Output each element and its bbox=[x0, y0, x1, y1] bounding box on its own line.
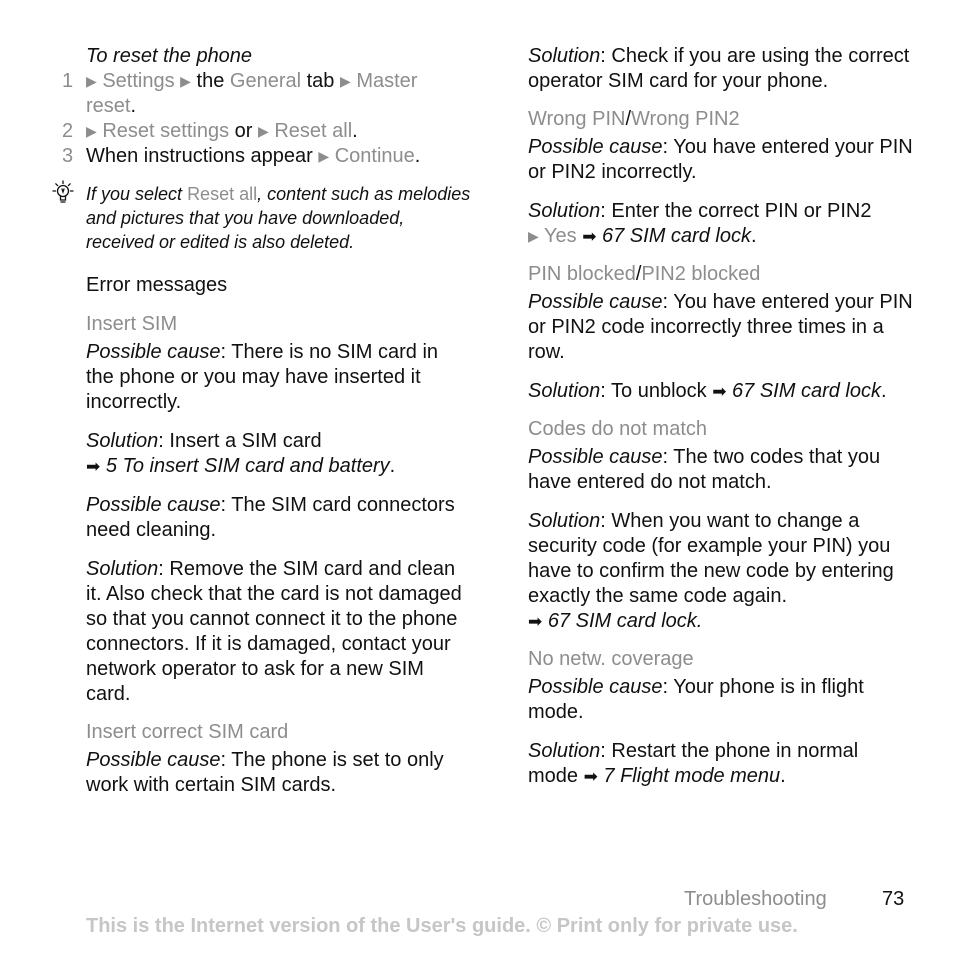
possible-cause: Possible cause: You have entered your PIN or PIN2 code incorrectly three times in a row. bbox=[528, 291, 913, 363]
footer-disclaimer: This is the Internet version of the User's guide. © Print only for private use. bbox=[86, 915, 798, 937]
pointing-hand-icon: ➡ bbox=[583, 767, 598, 786]
arrow-right-icon: ▶ bbox=[86, 73, 97, 89]
pointing-hand-icon: ➡ bbox=[86, 457, 101, 476]
pointing-hand-icon: ➡ bbox=[712, 382, 727, 401]
cross-reference-link[interactable]: 67 SIM card lock bbox=[602, 225, 751, 247]
possible-cause: Possible cause: You have entered your PIN or PIN2 incorrectly. bbox=[528, 136, 913, 183]
step-1: 1 ▶ Settings ▶ the General tab ▶ Master reset. bbox=[62, 70, 418, 117]
right-column bbox=[528, 44, 913, 789]
step-2: 2 ▶ Reset settings or ▶ Reset all. bbox=[62, 120, 358, 142]
solution: Solution: Insert a SIM card ➡ 5 To insert SIM card and battery. bbox=[86, 430, 396, 477]
left-column bbox=[62, 44, 471, 798]
tip-note: If you select Reset all, content such as melodies and pictures that you have downloaded, received or edited is also deleted. bbox=[86, 182, 471, 254]
arrow-right-icon: ▶ bbox=[318, 148, 330, 164]
menu-link-reset-all[interactable]: Reset all bbox=[274, 120, 353, 142]
cross-reference-link[interactable]: 7 Flight mode menu bbox=[603, 765, 781, 787]
menu-link-general[interactable]: General bbox=[229, 70, 302, 92]
error-heading-wrong-pin: Wrong PIN/Wrong PIN2 bbox=[528, 108, 740, 130]
reset-title: To reset the phone bbox=[86, 45, 253, 67]
footer-section-title: Troubleshooting bbox=[684, 888, 827, 910]
solution: Solution: Remove the SIM card and clean it. Also check that the card is not damaged so that you cannot connect it to the phone connectors. If it is damaged, contact your network operator to ask for a new SIM card. bbox=[86, 558, 462, 705]
possible-cause: Possible cause: The two codes that you have entered do not match. bbox=[528, 446, 881, 493]
solution: Solution: Enter the correct PIN or PIN2 ▶ Yes ➡ 67 SIM card lock. bbox=[528, 200, 872, 247]
step-3: 3 When instructions appear ▶ Continue. bbox=[62, 145, 421, 167]
solution: Solution: Check if you are using the correct operator SIM card for your phone. bbox=[528, 45, 910, 92]
pointing-hand-icon: ➡ bbox=[528, 612, 543, 631]
arrow-right-icon: ▶ bbox=[180, 73, 191, 89]
menu-link-settings[interactable]: Settings bbox=[102, 70, 175, 92]
menu-link-master-reset[interactable]: Master reset bbox=[86, 70, 418, 117]
possible-cause: Possible cause: Your phone is in flight mode. bbox=[528, 676, 864, 723]
menu-link-reset-all[interactable]: Reset all bbox=[187, 184, 258, 204]
error-heading-no-network-coverage: No netw. coverage bbox=[528, 648, 694, 670]
error-heading-codes-do-not-match: Codes do not match bbox=[528, 418, 707, 440]
arrow-right-icon: ▶ bbox=[339, 73, 351, 89]
section-heading-error-messages: Error messages bbox=[86, 274, 228, 296]
possible-cause: Possible cause: The phone is set to only work with certain SIM cards. bbox=[86, 749, 444, 796]
possible-cause: Possible cause: The SIM card connectors need cleaning. bbox=[86, 494, 455, 541]
page-number: 73 bbox=[882, 888, 905, 910]
arrow-right-icon: ▶ bbox=[528, 228, 539, 244]
arrow-right-icon: ▶ bbox=[258, 123, 269, 139]
step-number: 3 bbox=[62, 145, 74, 167]
solution: Solution: Restart the phone in normal mode ➡ 7 Flight mode menu. bbox=[528, 740, 859, 787]
pointing-hand-icon: ➡ bbox=[582, 227, 597, 246]
step-number: 2 bbox=[62, 120, 74, 142]
step-number: 1 bbox=[62, 70, 74, 92]
cross-reference-link[interactable]: 67 SIM card lock bbox=[732, 380, 881, 402]
error-heading-insert-correct-sim: Insert correct SIM card bbox=[86, 721, 289, 743]
arrow-right-icon: ▶ bbox=[86, 123, 97, 139]
menu-link-reset-settings[interactable]: Reset settings bbox=[102, 120, 230, 142]
menu-link-continue[interactable]: Continue bbox=[334, 145, 415, 167]
possible-cause: Possible cause: There is no SIM card in the phone or you may have inserted it incorrectly. bbox=[86, 341, 439, 413]
solution: Solution: When you want to change a security code (for example your PIN) you have to confirm the new code by entering exactly the same code again. ➡ 67 SIM card lock. bbox=[528, 510, 894, 632]
cross-reference-link[interactable]: 5 To insert SIM card and battery bbox=[105, 455, 390, 477]
cross-reference-link[interactable]: 67 SIM card lock. bbox=[547, 610, 703, 632]
solution: Solution: To unblock ➡ 67 SIM card lock. bbox=[528, 380, 887, 402]
menu-link-yes[interactable]: Yes bbox=[543, 225, 577, 247]
lightbulb-icon bbox=[48, 178, 78, 208]
error-heading-pin-blocked: PIN blocked/PIN2 blocked bbox=[528, 263, 761, 285]
error-heading-insert-sim: Insert SIM bbox=[86, 313, 178, 335]
